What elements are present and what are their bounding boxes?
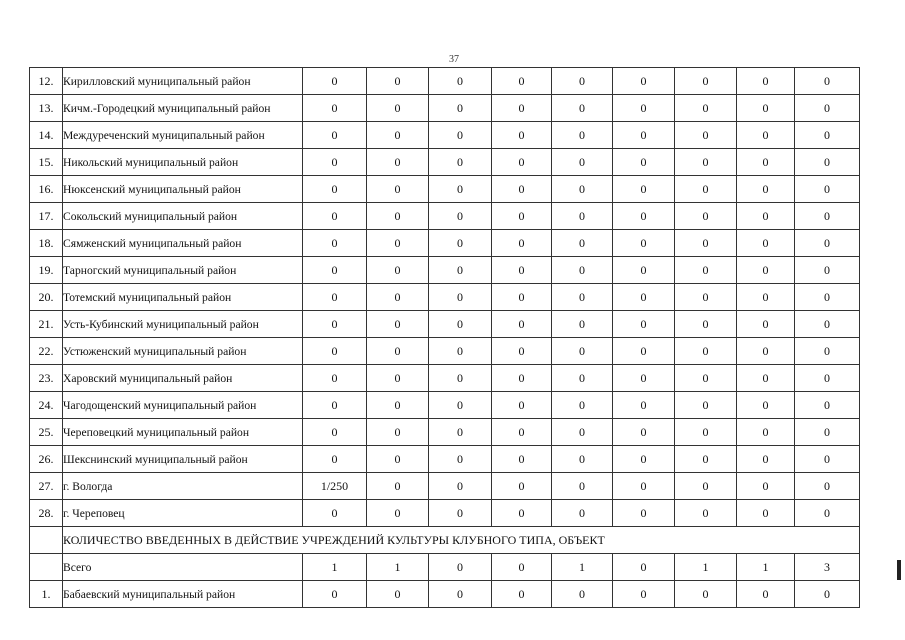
value-cell: 0 <box>675 338 737 365</box>
value-cell: 0 <box>613 392 675 419</box>
value-cell: 0 <box>552 257 613 284</box>
value-cell: 0 <box>367 392 429 419</box>
value-cell: 0 <box>737 203 795 230</box>
value-cell: 0 <box>613 68 675 95</box>
value-cell: 0 <box>737 176 795 203</box>
value-cell: 0 <box>492 257 552 284</box>
value-cell: 0 <box>429 122 492 149</box>
value-cell: 0 <box>552 338 613 365</box>
district-name: Харовский муниципальный район <box>63 365 303 392</box>
total-value-cell: 0 <box>613 554 675 581</box>
value-cell: 0 <box>737 392 795 419</box>
value-cell: 0 <box>429 203 492 230</box>
table-row <box>30 230 860 257</box>
value-cell: 0 <box>492 419 552 446</box>
value-cell: 0 <box>429 68 492 95</box>
value-cell: 0 <box>613 122 675 149</box>
value-cell: 0 <box>795 419 860 446</box>
value-cell: 0 <box>675 311 737 338</box>
value-cell: 0 <box>429 149 492 176</box>
value-cell: 0 <box>552 176 613 203</box>
value-cell: 0 <box>795 176 860 203</box>
value-cell: 0 <box>552 311 613 338</box>
district-name: Устюженский муниципальный район <box>63 338 303 365</box>
value-cell: 0 <box>492 176 552 203</box>
value-cell: 0 <box>552 284 613 311</box>
district-name: Тотемский муниципальный район <box>63 284 303 311</box>
value-cell: 0 <box>795 392 860 419</box>
table-row <box>30 149 860 176</box>
total-value-cell: 3 <box>795 554 860 581</box>
value-cell: 0 <box>795 203 860 230</box>
value-cell: 0 <box>737 230 795 257</box>
value-cell: 0 <box>303 581 367 608</box>
row-number: 12. <box>30 68 63 95</box>
value-cell: 0 <box>303 284 367 311</box>
value-cell: 0 <box>492 500 552 527</box>
value-cell: 0 <box>492 203 552 230</box>
value-cell: 0 <box>492 473 552 500</box>
value-cell: 0 <box>303 446 367 473</box>
value-cell: 0 <box>429 311 492 338</box>
value-cell: 0 <box>795 581 860 608</box>
table-row <box>30 257 860 284</box>
value-cell: 0 <box>675 500 737 527</box>
value-cell: 0 <box>552 446 613 473</box>
value-cell: 0 <box>429 581 492 608</box>
value-cell: 0 <box>367 473 429 500</box>
value-cell: 0 <box>492 122 552 149</box>
value-cell: 0 <box>492 581 552 608</box>
value-cell: 0 <box>303 311 367 338</box>
value-cell: 0 <box>675 446 737 473</box>
value-cell: 0 <box>429 95 492 122</box>
table-row <box>30 338 860 365</box>
row-number: 19. <box>30 257 63 284</box>
total-value-cell: 0 <box>492 554 552 581</box>
statistics-table <box>29 67 860 608</box>
value-cell: 0 <box>795 338 860 365</box>
value-cell: 0 <box>552 419 613 446</box>
district-name: г. Вологда <box>63 473 303 500</box>
district-name: Кирилловский муниципальный район <box>63 68 303 95</box>
value-cell: 0 <box>795 122 860 149</box>
row-number: 27. <box>30 473 63 500</box>
value-cell: 0 <box>367 581 429 608</box>
value-cell: 0 <box>367 419 429 446</box>
value-cell: 0 <box>367 311 429 338</box>
value-cell: 0 <box>552 122 613 149</box>
value-cell: 0 <box>613 338 675 365</box>
total-value-cell: 1 <box>367 554 429 581</box>
district-name: Сокольский муниципальный район <box>63 203 303 230</box>
page-number: 37 <box>449 54 459 65</box>
total-value-cell: 1 <box>737 554 795 581</box>
total-value-cell: 0 <box>429 554 492 581</box>
value-cell: 0 <box>675 176 737 203</box>
value-cell: 0 <box>303 257 367 284</box>
value-cell: 0 <box>429 338 492 365</box>
table-row <box>30 473 860 500</box>
section-heading-row <box>30 527 860 554</box>
value-cell: 0 <box>429 365 492 392</box>
section-heading-num-cell <box>30 527 63 554</box>
value-cell: 0 <box>303 365 367 392</box>
district-name: г. Череповец <box>63 500 303 527</box>
value-cell: 0 <box>675 284 737 311</box>
value-cell: 0 <box>795 284 860 311</box>
value-cell: 0 <box>492 311 552 338</box>
value-cell: 0 <box>675 122 737 149</box>
value-cell: 0 <box>613 257 675 284</box>
value-cell: 0 <box>429 392 492 419</box>
value-cell: 0 <box>737 500 795 527</box>
row-number <box>30 554 63 581</box>
value-cell: 0 <box>303 392 367 419</box>
table-row <box>30 311 860 338</box>
table-row <box>30 203 860 230</box>
value-cell: 0 <box>492 68 552 95</box>
district-name: Шекснинский муниципальный район <box>63 446 303 473</box>
value-cell: 0 <box>795 311 860 338</box>
value-cell: 0 <box>795 230 860 257</box>
table-row <box>30 392 860 419</box>
value-cell: 0 <box>795 68 860 95</box>
row-number: 20. <box>30 284 63 311</box>
value-cell: 0 <box>552 581 613 608</box>
value-cell: 0 <box>429 230 492 257</box>
row-number: 26. <box>30 446 63 473</box>
value-cell: 0 <box>492 284 552 311</box>
value-cell: 0 <box>367 365 429 392</box>
value-cell: 0 <box>303 95 367 122</box>
value-cell: 0 <box>675 581 737 608</box>
total-value-cell: 1 <box>552 554 613 581</box>
value-cell: 0 <box>737 581 795 608</box>
value-cell: 0 <box>552 392 613 419</box>
district-name: Сямженский муниципальный район <box>63 230 303 257</box>
value-cell: 0 <box>675 203 737 230</box>
value-cell: 0 <box>552 68 613 95</box>
value-cell: 0 <box>367 203 429 230</box>
value-cell: 0 <box>675 365 737 392</box>
value-cell: 0 <box>737 68 795 95</box>
table-row <box>30 419 860 446</box>
row-number: 1. <box>30 581 63 608</box>
value-cell: 0 <box>675 68 737 95</box>
district-name: Междуреченский муниципальный район <box>63 122 303 149</box>
value-cell: 0 <box>675 392 737 419</box>
district-name: Тарногский муниципальный район <box>63 257 303 284</box>
value-cell: 0 <box>613 446 675 473</box>
row-number: 23. <box>30 365 63 392</box>
value-cell: 0 <box>613 149 675 176</box>
row-number: 28. <box>30 500 63 527</box>
value-cell: 0 <box>429 176 492 203</box>
table-row <box>30 176 860 203</box>
district-name: Усть-Кубинский муниципальный район <box>63 311 303 338</box>
value-cell: 0 <box>613 176 675 203</box>
value-cell: 0 <box>492 149 552 176</box>
value-cell: 0 <box>613 95 675 122</box>
value-cell: 0 <box>367 122 429 149</box>
value-cell: 0 <box>795 257 860 284</box>
row-number: 17. <box>30 203 63 230</box>
value-cell: 0 <box>737 311 795 338</box>
value-cell: 0 <box>303 149 367 176</box>
value-cell: 0 <box>303 419 367 446</box>
total-value-cell: 1 <box>303 554 367 581</box>
table-row <box>30 446 860 473</box>
value-cell: 0 <box>613 473 675 500</box>
value-cell: 0 <box>367 149 429 176</box>
value-cell: 0 <box>303 203 367 230</box>
value-cell: 0 <box>552 500 613 527</box>
value-cell: 0 <box>737 473 795 500</box>
value-cell: 0 <box>552 95 613 122</box>
district-name: Нюксенский муниципальный район <box>63 176 303 203</box>
value-cell: 0 <box>737 149 795 176</box>
row-number: 21. <box>30 311 63 338</box>
row-number: 14. <box>30 122 63 149</box>
value-cell: 0 <box>303 68 367 95</box>
value-cell: 0 <box>795 473 860 500</box>
value-cell: 0 <box>367 95 429 122</box>
value-cell: 0 <box>675 473 737 500</box>
value-cell: 0 <box>552 230 613 257</box>
value-cell: 0 <box>303 500 367 527</box>
value-cell: 0 <box>492 230 552 257</box>
value-cell: 0 <box>737 284 795 311</box>
table-row <box>30 122 860 149</box>
value-cell: 0 <box>737 419 795 446</box>
value-cell: 0 <box>303 176 367 203</box>
value-cell: 0 <box>795 365 860 392</box>
value-cell: 0 <box>429 500 492 527</box>
value-cell: 0 <box>613 203 675 230</box>
value-cell: 0 <box>613 230 675 257</box>
table-row <box>30 500 860 527</box>
value-cell: 0 <box>795 149 860 176</box>
value-cell: 0 <box>552 203 613 230</box>
value-cell: 0 <box>429 446 492 473</box>
value-cell: 0 <box>737 446 795 473</box>
row-number: 13. <box>30 95 63 122</box>
value-cell: 0 <box>613 284 675 311</box>
value-cell: 0 <box>367 230 429 257</box>
value-cell: 0 <box>795 500 860 527</box>
value-cell: 0 <box>429 419 492 446</box>
value-cell: 0 <box>429 284 492 311</box>
value-cell: 0 <box>492 392 552 419</box>
table-row <box>30 284 860 311</box>
value-cell: 1/250 <box>303 473 367 500</box>
district-name: Никольский муниципальный район <box>63 149 303 176</box>
row-number: 16. <box>30 176 63 203</box>
value-cell: 0 <box>367 338 429 365</box>
value-cell: 0 <box>367 446 429 473</box>
total-label: Всего <box>63 554 303 581</box>
value-cell: 0 <box>429 473 492 500</box>
value-cell: 0 <box>303 122 367 149</box>
district-name: Череповецкий муниципальный район <box>63 419 303 446</box>
value-cell: 0 <box>675 419 737 446</box>
row-number: 24. <box>30 392 63 419</box>
row-number: 18. <box>30 230 63 257</box>
district-name: Кичм.-Городецкий муниципальный район <box>63 95 303 122</box>
value-cell: 0 <box>303 338 367 365</box>
district-name: Чагодощенский муниципальный район <box>63 392 303 419</box>
value-cell: 0 <box>492 338 552 365</box>
value-cell: 0 <box>613 311 675 338</box>
scan-edge-mark <box>897 560 901 580</box>
row-number: 25. <box>30 419 63 446</box>
value-cell: 0 <box>737 122 795 149</box>
value-cell: 0 <box>613 581 675 608</box>
value-cell: 0 <box>675 257 737 284</box>
value-cell: 0 <box>737 365 795 392</box>
value-cell: 0 <box>737 95 795 122</box>
table-row <box>30 68 860 95</box>
district-name: Бабаевский муниципальный район <box>63 581 303 608</box>
value-cell: 0 <box>613 419 675 446</box>
value-cell: 0 <box>552 473 613 500</box>
value-cell: 0 <box>613 365 675 392</box>
value-cell: 0 <box>552 149 613 176</box>
value-cell: 0 <box>492 365 552 392</box>
value-cell: 0 <box>367 257 429 284</box>
value-cell: 0 <box>367 176 429 203</box>
value-cell: 0 <box>737 257 795 284</box>
value-cell: 0 <box>492 446 552 473</box>
row-number: 22. <box>30 338 63 365</box>
table-row <box>30 365 860 392</box>
value-cell: 0 <box>303 230 367 257</box>
value-cell: 0 <box>675 230 737 257</box>
table-row <box>30 581 860 608</box>
value-cell: 0 <box>429 257 492 284</box>
value-cell: 0 <box>367 284 429 311</box>
section-heading: КОЛИЧЕСТВО ВВЕДЕННЫХ В ДЕЙСТВИЕ УЧРЕЖДЕНИЙ КУЛЬТУРЫ КЛУБНОГО ТИПА, ОБЪЕКТ <box>63 527 860 554</box>
value-cell: 0 <box>795 446 860 473</box>
value-cell: 0 <box>552 365 613 392</box>
value-cell: 0 <box>675 95 737 122</box>
value-cell: 0 <box>492 95 552 122</box>
value-cell: 0 <box>795 95 860 122</box>
table-row <box>30 95 860 122</box>
total-row <box>30 554 860 581</box>
value-cell: 0 <box>737 338 795 365</box>
total-value-cell: 1 <box>675 554 737 581</box>
value-cell: 0 <box>675 149 737 176</box>
row-number: 15. <box>30 149 63 176</box>
value-cell: 0 <box>367 500 429 527</box>
value-cell: 0 <box>613 500 675 527</box>
value-cell: 0 <box>367 68 429 95</box>
